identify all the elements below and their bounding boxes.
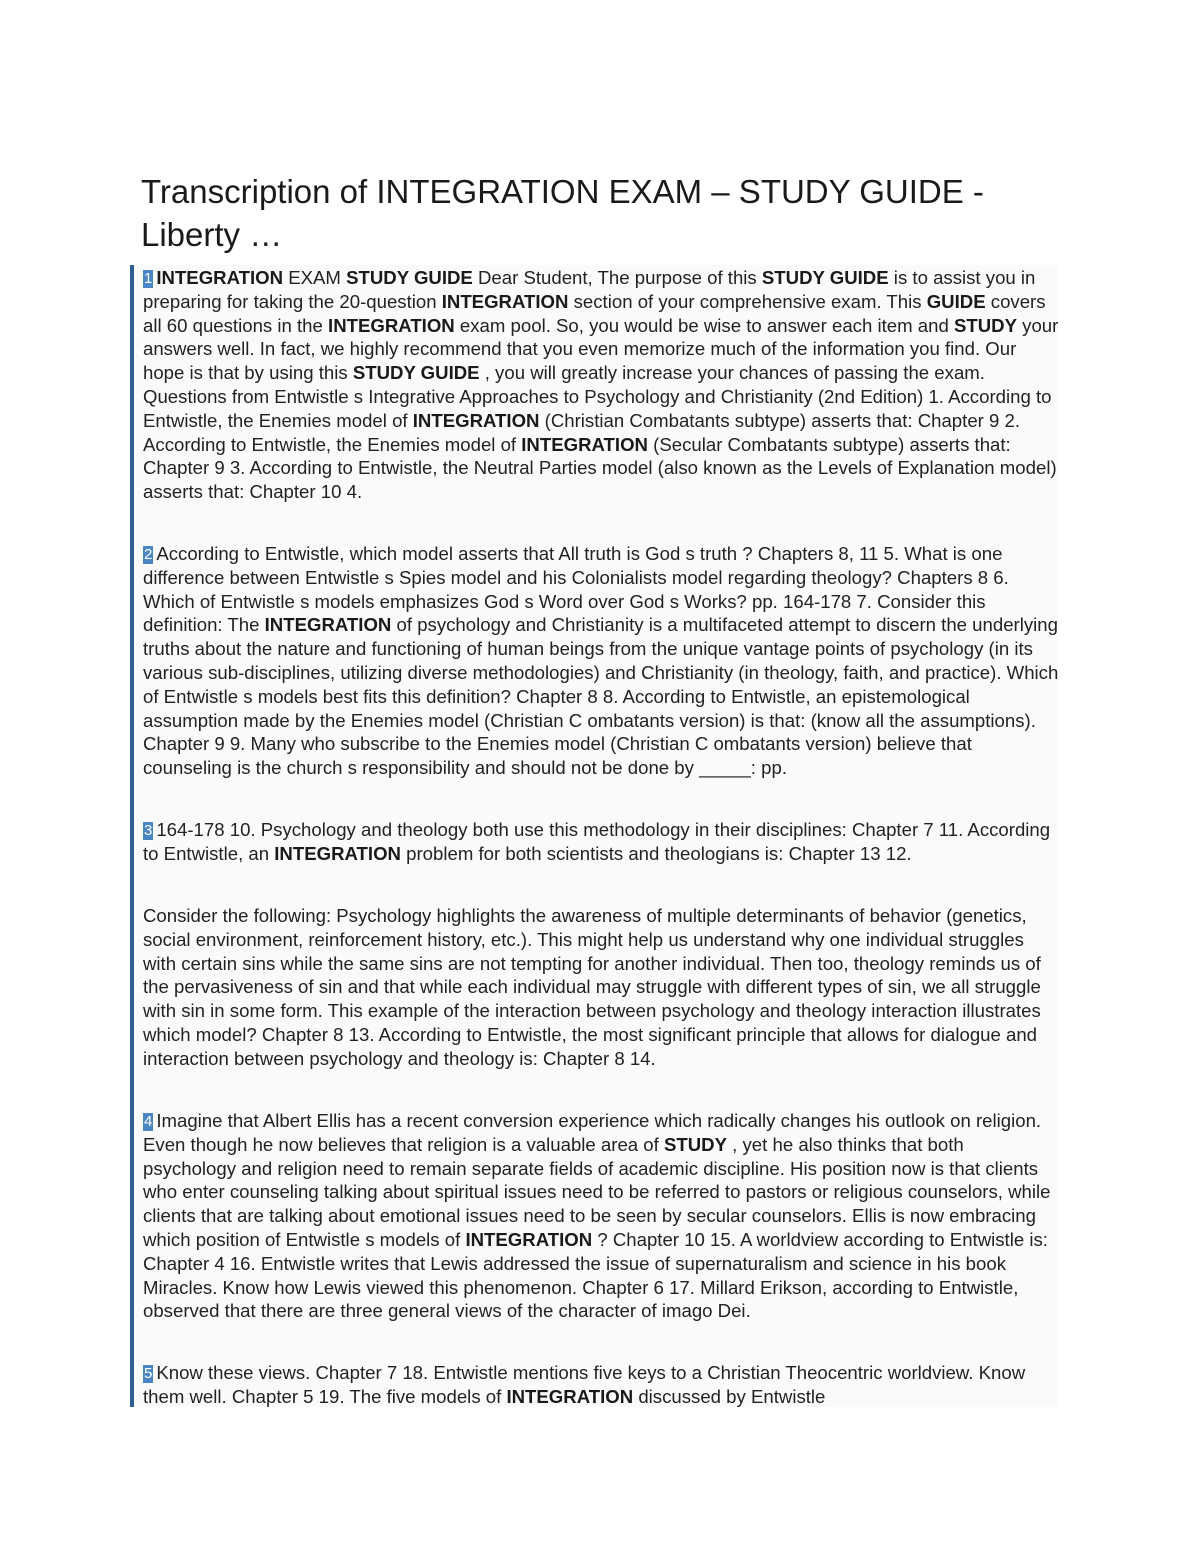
body-text: (Secular Combatants subtype) asserts that: Chapter 9 3. According to Entwistle, the Neutral Parties model (also known as the Levels of Explanation model) asserts that: Chapter 10 4. — [143, 433, 1057, 503]
body-text: 164-178 10. Psychology and theology both use this methodology in their disciplines: Chapter 7 11. According to Entwistle, an — [143, 819, 1051, 864]
page-number-marker: 2 — [144, 546, 153, 563]
body-text: Dear Student, The purpose of this — [472, 267, 762, 288]
keyword-text: INTEGRATION — [441, 290, 569, 312]
body-text: , yet he also thinks that both psychology and religion need to remain separate fields of academic discipline. His position now is that clients who enter counseling talking about spiritual issues need to be referred to pastors or religious counselors, while clients that are talking about emotional issues need to be seen by secular counselors. Ellis is now embracing which position of Entwistle s models of — [143, 1133, 1051, 1250]
keyword-text: INTEGRATION — [328, 314, 455, 336]
body-text: According to Entwistle, which model asserts that All truth is God s truth ? Chapters 8, 11 5. What is one difference between Entwistle s Spies model and his Colonialists model regarding theology? Chapters 8 6. Which of Entwistle s models emphasizes God s Word over God s Works? pp. 164-178 7. Consider this definition: The — [143, 543, 1009, 636]
body-text: Imagine that Albert Ellis has a recent conversion experience which radically changes his outlook on religion. Even though he now believes that religion is a valuable area of — [143, 1110, 1042, 1155]
body-text: (Christian Combatants subtype) asserts that: Chapter 9 2. According to Entwistle, the Enemies model of — [143, 409, 1021, 455]
keyword-text: STUDY — [953, 314, 1017, 336]
paragraph-6 — [143, 1361, 1059, 1409]
body-text: Consider the following: Psychology highlights the awareness of multiple determinants of behavior (genetics, social environment, reinforcement history, etc.). This might help us understand why one individual struggles with certain sins while the same sins are not tempting for another individual. Then too, theology reminds us of the pervasiveness of sin and that while each individual may struggle with different types of sin, we all struggle with sin in some form. This example of the interaction between psychology and theology interaction illustrates which model? Chapter 8 13. According to Entwistle, the most significant principle that allows for dialogue and interaction between psychology and theology is: Chapter 8 14. — [143, 905, 1041, 1069]
paragraph-5 — [143, 1109, 1059, 1323]
page-number-marker: 4 — [144, 1113, 153, 1130]
body-text: ? Chapter 10 15. A worldview according to Entwistle is: Chapter 4 16. Entwistle writes that Lewis addressed the issue of supernaturalism and science in his book Miracles. Know how Lewis viewed this phenomenon. Chapter 6 17. Millard Erikson, according to Entwistle, observed that there are three general views of the character of imago Dei. — [143, 1228, 1048, 1322]
body-text: EXAM — [283, 267, 347, 288]
keyword-text: GUIDE — [926, 290, 986, 312]
keyword-text: INTEGRATION — [156, 267, 284, 288]
body-text: section of your comprehensive exam. This — [568, 290, 927, 312]
body-text: , you will greatly increase your chances of passing the exam. Questions from Entwistle s Integrative Approaches to Psychology and Christianity (2nd Edition) 1. According to Entwistle, the Enemies model of — [143, 362, 1052, 431]
page-number-marker: 3 — [144, 822, 153, 839]
keyword-text: INTEGRATION — [506, 1385, 634, 1407]
paragraph-3 — [143, 818, 1059, 866]
keyword-text: STUDY GUIDE — [346, 267, 473, 288]
page-number-marker: 1 — [144, 270, 153, 287]
body-text: discussed by Entwistle — [633, 1385, 826, 1407]
body-text: exam pool. So, you would be wise to answer each item and — [454, 314, 954, 336]
keyword-text: INTEGRATION — [412, 409, 540, 431]
keyword-text: INTEGRATION — [274, 842, 401, 864]
paragraph-2 — [143, 542, 1059, 780]
body-text: Know these views. Chapter 7 18. Entwistle mentions five keys to a Christian Theocentric worldview. Know them well. Chapter 5 19. The five models of — [143, 1362, 1026, 1407]
paragraph-4 — [143, 904, 1059, 1071]
keyword-text: INTEGRATION — [264, 614, 392, 636]
body-text: your answers well. In fact, we highly recommend that you even memorize much of the information you find. Our hope is that by using this — [143, 314, 1059, 384]
keyword-text: STUDY GUIDE — [352, 362, 480, 384]
keyword-text: STUDY GUIDE — [761, 267, 889, 288]
page-number-marker: 5 — [144, 1365, 153, 1382]
paragraph-1 — [143, 266, 1059, 504]
body-text: covers all 60 questions in the — [143, 290, 1046, 336]
keyword-text: STUDY — [663, 1133, 728, 1155]
body-text: is to assist you in preparing for taking the 20-question — [143, 267, 1036, 312]
keyword-text: INTEGRATION — [465, 1228, 593, 1250]
body-text: problem for both scientists and theologians is: Chapter 13 12. — [400, 842, 912, 864]
keyword-text: INTEGRATION — [521, 433, 648, 455]
transcription-body — [130, 265, 1058, 1407]
page-title: Transcription of INTEGRATION EXAM – STUDY GUIDE - Liberty … — [141, 173, 984, 253]
body-text: of psychology and Christianity is a multifaceted attempt to discern the underlying truths about the nature and functioning of human beings from the unique vantage points of psychology (in its various sub-disciplines, utilizing diverse methodologies) and Christianity (in theology, faith, and practice). Which of Entwistle s models best fits this definition? Chapter 8 8. According to Entwistle, an epistemological assumption made by the Enemies model (Christian C ombatants version) is that: (know all the assumptions). Chapter 9 9. Many who subscribe to the Enemies model (Christian C ombatants version) believe that counseling is the church s responsibility and should not be done by _____: pp. — [143, 614, 1059, 779]
